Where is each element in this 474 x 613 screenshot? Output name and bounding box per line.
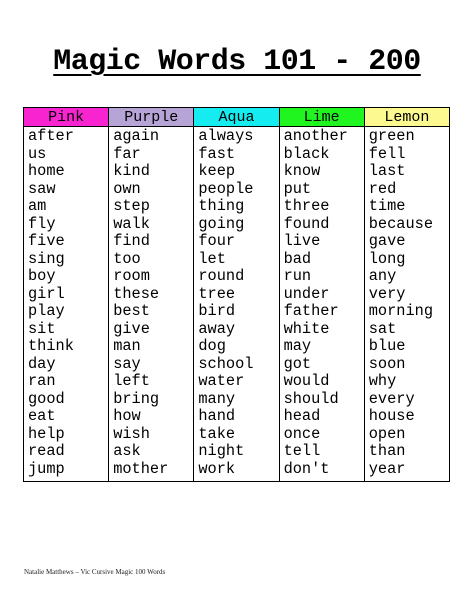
word: people [198,179,254,198]
word: say [113,354,141,373]
column-header-lime: Lime [279,108,364,127]
word: read [28,442,65,460]
column-header-purple: Purple [109,108,194,127]
word: five [28,232,65,250]
word: every [368,389,415,408]
word: white [283,319,330,338]
word: put [283,179,312,198]
word: going [198,214,245,233]
word: green [368,127,415,145]
word: sit [28,319,56,338]
word: fell [368,144,406,163]
word: don't [283,459,330,478]
word: may [283,337,312,355]
word: open [368,424,406,443]
word: give [113,319,150,338]
word: run [283,267,312,285]
word: water [198,372,245,390]
word: home [28,162,65,180]
word: take [198,424,236,443]
word-list-lemon [364,127,449,482]
word: best [113,302,150,320]
word: man [113,337,141,355]
word: round [198,267,245,285]
word: than [368,442,406,460]
words-row [24,127,450,482]
word: morning [368,302,434,320]
word: another [283,127,348,145]
word: am [28,197,47,215]
word: far [113,144,141,163]
word: time [368,197,406,215]
word: bring [113,389,160,408]
word: found [283,214,330,233]
word: step [113,197,150,215]
word: know [283,162,321,180]
word: room [113,267,150,285]
word: sing [28,249,65,268]
word: us [28,144,47,163]
word: good [28,389,65,408]
word: sat [368,319,397,338]
word: year [368,459,406,478]
word: walk [113,214,150,233]
column-header-lemon: Lemon [364,108,449,127]
word-table [23,107,450,482]
word: any [368,267,397,285]
word: bad [283,249,312,268]
word: school [198,354,254,373]
word: once [283,424,321,443]
word: mother [113,459,169,478]
word: think [28,337,74,355]
word-list-purple [109,127,194,482]
word: fast [198,144,236,163]
word: very [368,284,406,303]
word: fly [28,214,56,233]
page-title: Magic Words 101 - 200 [53,45,421,79]
word: head [283,407,321,425]
word: should [283,389,339,408]
word: live [283,232,321,250]
word: away [198,319,236,338]
word: boy [28,267,56,285]
word: let [198,249,226,268]
word: wish [113,424,150,443]
word: bird [198,302,236,320]
word: these [113,284,160,303]
word: blue [368,337,406,355]
word-list-lime [279,127,364,482]
word: hand [198,407,236,425]
header-row [24,108,450,127]
word: because [368,214,434,233]
word: jump [28,459,65,478]
word: eat [28,407,56,425]
word: own [113,179,141,198]
word: day [28,354,56,373]
word: red [368,179,397,198]
word: saw [28,179,56,198]
word: dog [198,337,226,355]
word: ran [28,372,56,390]
word: long [368,249,406,268]
word: tree [198,284,236,303]
word: gave [368,232,406,250]
word: night [198,442,245,460]
word: girl [28,284,65,303]
word: got [283,354,312,373]
word: how [113,407,141,425]
word: tell [283,442,321,460]
word: help [28,424,65,443]
word-list-aqua [194,127,279,482]
word: after [28,127,74,145]
word: keep [198,162,236,180]
word: three [283,197,330,215]
word: four [198,232,236,250]
word: black [283,144,330,163]
word: play [28,302,65,320]
word: father [283,302,339,320]
footer-credit: Natalie Matthews – Vic Cursive Magic 100 Words [24,568,166,576]
word: kind [113,162,150,180]
column-header-aqua: Aqua [194,108,279,127]
word: left [113,372,150,390]
word: would [283,372,330,390]
word: last [368,162,406,180]
word: ask [113,442,141,460]
word: thing [198,197,245,215]
word: house [368,407,415,425]
word: too [113,249,141,268]
column-header-pink: Pink [24,108,109,127]
word: always [198,127,254,145]
word: soon [368,354,406,373]
word: why [368,372,397,390]
word-list-pink [24,127,109,482]
word: work [198,459,236,478]
word: many [198,389,236,408]
word: find [113,232,150,250]
word: again [113,127,160,145]
word: under [283,284,330,303]
